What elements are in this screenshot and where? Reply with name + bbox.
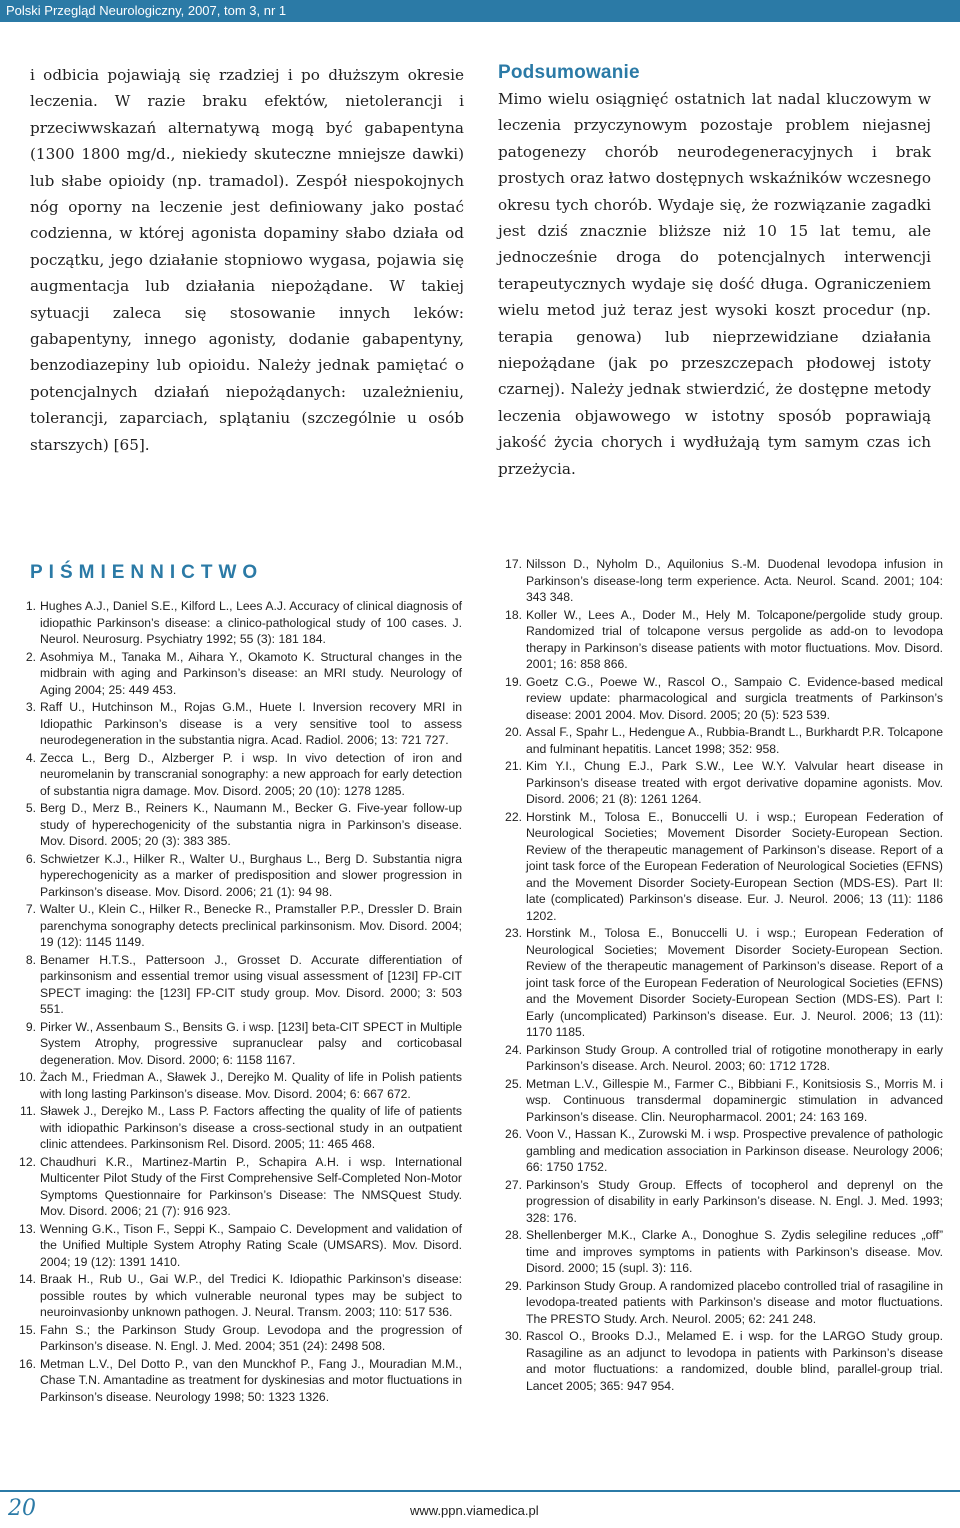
reference-item bbox=[498, 1042, 943, 1075]
reference-number: 30. bbox=[505, 1329, 522, 1343]
reference-text: Horstink M., Tolosa E., Bonuccelli U. i wsp.; European Federation of Neurological Societies; Movement Disorder Society-European Section. Review of the therapeutic management of Parkinson’s disease. Report of a joint task force of the European Federation of Neurological Societies (EFNS) and the Movement Disorder Society-European Section (MDS-ES). Part II: late (complicated) Parkinson’s disease. Eur. J. Neurol. 2006; 13 (11): 1186 1202. bbox=[526, 809, 943, 923]
reference-item bbox=[12, 1019, 462, 1069]
reference-item bbox=[12, 598, 462, 648]
page-number: 20 bbox=[8, 1496, 36, 1521]
reference-text: Żach M., Friedman A., Sławek J., Derejko M. Quality of life in Polish patients with long lasting Parkinson’s disease. Mov. Disord. 2004; 6: 667 672. bbox=[40, 1070, 462, 1101]
reference-number: 16. bbox=[19, 1356, 36, 1371]
footer-divider bbox=[0, 1490, 960, 1492]
reference-text: Benamer H.T.S., Pattersoon J., Grosset D. Accurate differentiation of parkinsonism and essential tremor using visual assessment of [123I] FP-CIT SPECT imaging: the [123I] FP-CIT study group. Mov. Disord. 2000; 3: 503 551. bbox=[40, 952, 462, 1016]
references-list-left bbox=[12, 598, 462, 1406]
reference-number: 14. bbox=[19, 1272, 36, 1286]
reference-item bbox=[498, 925, 943, 1041]
reference-text: Metman L.V., Del Dotto P., van den Munckhof P., Fang J., Mouradian M.M., Chase T.N. Amantadine as treatment for dyskinesias and motor fluctuations in Parkinson’s disease. Neurology 1998; 50: 1323 1326. bbox=[40, 1356, 462, 1404]
reference-number: 12. bbox=[19, 1154, 36, 1169]
reference-item bbox=[12, 1221, 462, 1271]
reference-item bbox=[12, 1069, 462, 1102]
summary-heading: Podsumowanie bbox=[498, 62, 640, 83]
reference-item bbox=[498, 674, 943, 724]
reference-text: Rascol O., Brooks D.J., Melamed E. i wsp. for the LARGO Study group. Rasagiline as an adjunct to levodopa in patients with Parkinson’s disease and motor fluctuations: a randomized, double blind, parallel-group trial. Lancet 2005; 365: 947 954. bbox=[526, 1329, 943, 1393]
reference-number: 4. bbox=[25, 750, 36, 765]
reference-text: Chaudhuri K.R., Martinez-Martin P., Schapira A.H. i wsp. International Multicenter Pilot Study of the First Comprehensive Self-Completed Non-Motor Symptoms Questionnaire for Parkinson’s Disease: The NMSQuest Study. Mov. Disord. 2006; 21 (7): 916 923. bbox=[40, 1154, 462, 1218]
reference-text: Pirker W., Assenbaum S., Bensits G. i wsp. [123I] beta-CIT SPECT in Multiple System Atrophy, progressive supranuclear palsy and corticobasal degeneration. Mov. Disord. 2000; 6: 1158 1167. bbox=[40, 1019, 462, 1067]
reference-item bbox=[498, 1227, 943, 1277]
reference-text: Raff U., Hutchinson M., Rojas G.M., Huete I. Inversion recovery MRI in Idiopathic Parkinson’s disease is a very sensitive tool to assess neurodegeneration in the substantia nigra. Acad. Radiol. 2006; 13: 721 727. bbox=[40, 700, 462, 747]
reference-item bbox=[12, 952, 462, 1018]
reference-item bbox=[12, 1154, 462, 1220]
reference-item bbox=[498, 607, 943, 673]
reference-text: Fahn S.; the Parkinson Study Group. Levodopa and the progression of Parkinson’s disease. N. Engl. J. Med. 2004; 351 (24): 2498 508. bbox=[40, 1322, 462, 1353]
reference-item bbox=[12, 699, 462, 749]
reference-number: 9. bbox=[25, 1019, 36, 1034]
reference-number: 8. bbox=[25, 952, 36, 967]
reference-text: Voon V., Hassan K., Zurowski M. i wsp. Prospective prevalence of pathologic gambling and medication association in Parkinson disease. Neurology 2006; 66: 1750 1752. bbox=[526, 1127, 943, 1174]
reference-text: Berg D., Merz B., Reiners K., Naumann M., Becker G. Five-year follow-up study of hyperechogenicity of the substantia nigra in Parkinson’s disease. Mov. Disord. 2005; 20 (3): 383 385. bbox=[40, 801, 462, 848]
reference-number: 26. bbox=[505, 1127, 522, 1141]
reference-text: Kim Y.I., Chung E.J., Park S.W., Lee W.Y. Valvular heart disease in Parkinson’s disease treated with ergot derivative dopamine agonists. Mov. Disord. 2006; 21 (8): 1261 1264. bbox=[526, 759, 943, 806]
reference-item bbox=[498, 1126, 943, 1176]
reference-number: 22. bbox=[505, 809, 522, 824]
reference-number: 7. bbox=[25, 902, 36, 916]
reference-text: Parkinson’s Study Group. Effects of tocopherol and deprenyl on the progression of disability in early Parkinson’s disease. N. Engl. J. Med. 1993; 328: 176. bbox=[526, 1177, 943, 1225]
reference-text: Zecca L., Berg D., Alzberger P. i wsp. In vivo detection of iron and neuromelanin by transcranial sonography: a new approach for early detection of substantia nigra damage. Mov. Disord. 2005; 20 (10): 1278 1285. bbox=[40, 750, 462, 798]
reference-item bbox=[12, 800, 462, 850]
reference-number: 21. bbox=[505, 759, 522, 773]
reference-number: 17. bbox=[505, 557, 522, 571]
journal-title: Polski Przegląd Neurologiczny, 2007, tom 3, nr 1 bbox=[6, 3, 287, 18]
reference-text: Braak H., Rub U., Gai W.P., del Tredici K. Idiopathic Parkinson’s disease: possible routes by which vulnerable neuronal types may be subject to neuroinvasionby unknown pathogen. J. Neural. Transm. 2003; 110: 517 536. bbox=[40, 1272, 462, 1319]
reference-item bbox=[12, 1271, 462, 1321]
reference-text: Parkinson Study Group. A controlled trial of rotigotine monotherapy in early Parkinson’s disease. Arch. Neurol. 2003; 60: 1712 1728. bbox=[526, 1042, 943, 1073]
reference-text: Asohmiya M., Tanaka M., Aihara Y., Okamoto K. Structural changes in the midbrain with aging and Parkinson’s disease: an MRI study. Neurology of Aging 2004; 25: 449 453. bbox=[40, 649, 462, 697]
reference-item bbox=[12, 750, 462, 800]
reference-number: 13. bbox=[19, 1221, 36, 1236]
reference-number: 6. bbox=[25, 851, 36, 866]
summary-section bbox=[498, 62, 931, 482]
reference-number: 5. bbox=[25, 801, 36, 815]
reference-number: 15. bbox=[19, 1322, 36, 1337]
reference-item bbox=[498, 758, 943, 808]
reference-item bbox=[12, 1356, 462, 1406]
reference-number: 1. bbox=[25, 599, 36, 613]
reference-text: Sławek J., Derejko M., Lass P. Factors affecting the quality of life of patients with idiopathic Parkinson’s disease a cross-sectional study in an outpatient clinic attendees. Parkinsonism Rel. Disord. 2005; 11: 465 468. bbox=[40, 1104, 462, 1151]
reference-item bbox=[498, 1177, 943, 1227]
reference-text: Metman L.V., Gillespie M., Farmer C., Bibbiani F., Konitsiosis S., Morris M. i wsp. Continuous transdermal dopaminergic stimulation in advanced Parkinson’s disease. Clin. Neuropharmacol. 2001; 24: 163 169. bbox=[526, 1076, 943, 1124]
summary-paragraph: Mimo wielu osiągnięć ostatnich lat nadal kluczowym w leczenia przyczynowym pozostaje problem niejasnej patogenezy chorób neurodegeneracyjnych i brak prostych oraz łatwo dostępnych wskaźników wczesnego okresu tych chorób. Wydaje się, że rozwiązanie zagadki jest dziś znacznie bliższe niż 10 15 lat temu, ale jednocześnie droga do potencjalnych interwencji terapeutycznych wydaje się dość długa. Ograniczeniem wielu metod już teraz jest wysoki koszt procedur (np. terapia genowa) lub nieprzewidziane działania niepożądane (jak po przeszczepach płodowej istoty czarnej). Należy jednak stwierdzić, że dostępne metody leczenia objawowego w istotny sposób poprawiają jakość życia chorych i wydłużają tym samym czas ich przeżycia. bbox=[498, 90, 931, 478]
reference-text: Koller W., Lees A., Doder M., Hely M. Tolcapone/pergolide study group. Randomized trial of tolcapone versus pergolide as add-on to levodopa therapy in Parkinson’s disease patients with motor fluctuations. Mov. Disord. 2001; 16: 858 866. bbox=[526, 607, 943, 671]
reference-item bbox=[498, 1076, 943, 1126]
reference-number: 19. bbox=[505, 674, 522, 689]
reference-text: Wenning G.K., Tison F., Seppi K., Sampaio C. Development and validation of the Unified Multiple System Atrophy Rating Scale (UMSARS). Mov. Disord. 2004; 19 (12): 1391 1410. bbox=[40, 1221, 462, 1269]
reference-number: 25. bbox=[505, 1076, 522, 1091]
reference-text: Assal F., Spahr L., Hedengue A., Rubbia-Brandt L., Burkhardt P.R. Tolcapone and fulminant hepatitis. Lancet 1998; 352: 958. bbox=[526, 725, 943, 756]
reference-number: 18. bbox=[505, 607, 522, 622]
reference-number: 10. bbox=[19, 1070, 36, 1084]
reference-item bbox=[498, 1278, 943, 1328]
reference-item bbox=[12, 901, 462, 951]
reference-number: 24. bbox=[505, 1042, 522, 1057]
reference-item bbox=[12, 1103, 462, 1153]
body-paragraph: i odbicia pojawiają się rzadziej i po dłuższym okresie leczenia. W razie braku efektów, nietolerancji i przeciwwskazań alternatywą mogą być gabapentyna (1300 1800 mg/d., niekiedy skuteczne mniejsze dawki) lub słabe opioidy (np. tramadol). Zespół niespokojnych nóg oporny na leczenie jest definiowany jako postać codzienna, w której agonista dopaminy słabo działa od początku, jego działanie stopniowo wygasa, pojawia się augmentacja lub działania niepożądane. W takiej sytuacji zaleca się stosowanie innych leków: gabapentyny, innego agonisty, dodanie gabapentyny, benzodiazepiny lub opioidu. Należy jednak pamiętać o potencjalnych działań niepożądanych: uzależnieniu, tolerancji, zaparciach, splątaniu (szczególnie u osób starszych) [65]. bbox=[30, 66, 464, 454]
reference-number: 11. bbox=[19, 1104, 36, 1118]
reference-item bbox=[12, 649, 462, 699]
reference-item bbox=[12, 1322, 462, 1355]
journal-header-bar bbox=[0, 0, 960, 22]
reference-text: Horstink M., Tolosa E., Bonuccelli U. i wsp.; European Federation of Neurological Societies; Movement Disorder Society-European Section. Review of the therapeutic management of Parkinson’s disease. Report of a joint task force of the European Federation of Neurological Societies (EFNS) and the Movement Disorder Society-European Section (MDS-ES). Part I: Early (uncomplicated) Parkinson’s disease. Eur. J. Neurol. 2006; 13 (11): 1170 1185. bbox=[526, 926, 943, 1039]
body-column-left bbox=[30, 62, 464, 458]
footer-url: www.ppn.viamedica.pl bbox=[410, 1503, 539, 1518]
reference-text: Walter U., Klein C., Hilker R., Benecke R., Pramstaller P.P., Dressler D. Brain parenchyma sonography detects preclinical parkinsonism. Mov. Disord. 2004; 19 (12): 1145 1149. bbox=[40, 902, 462, 949]
reference-number: 28. bbox=[505, 1228, 522, 1242]
reference-text: Goetz C.G., Poewe W., Rascol O., Sampaio C. Evidence-based medical review update: pharmacological and surgicla treatments of Parkinson’s disease: 2001 2004. Mov. Disord. 2005; 20 (5): 523 539. bbox=[526, 674, 943, 722]
references-heading: PIŚMIENNICTWO bbox=[30, 562, 264, 583]
references-list-right bbox=[498, 556, 943, 1395]
reference-number: 20. bbox=[505, 725, 522, 739]
reference-number: 3. bbox=[25, 700, 36, 714]
reference-text: Schwietzer K.J., Hilker R., Walter U., Burghaus L., Berg D. Substantia nigra hyperechogenicity as a marker of predisposition and slower progression in Parkinson’s disease. Mov. Disord. 2006; 21 (1): 94 98. bbox=[40, 851, 462, 899]
reference-item bbox=[498, 809, 943, 925]
reference-item bbox=[12, 851, 462, 901]
reference-text: Hughes A.J., Daniel S.E., Kilford L., Lees A.J. Accuracy of clinical diagnosis of idiopathic Parkinson’s disease: a clinico-pathological study of 100 cases. J. Neurol. Neurosurg. Psychiatry 1992; 55 (3): 181 184. bbox=[40, 599, 462, 646]
reference-number: 27. bbox=[505, 1177, 522, 1192]
reference-item bbox=[498, 556, 943, 606]
reference-number: 29. bbox=[505, 1278, 522, 1293]
reference-number: 2. bbox=[25, 649, 36, 664]
reference-item bbox=[498, 724, 943, 757]
reference-number: 23. bbox=[505, 926, 522, 940]
reference-text: Shellenberger M.K., Clarke A., Donoghue S. Zydis selegiline reduces „off” time and improves symptoms in patients with Parkinson’s disease. Mov. Disord. 2000; 15 (supl. 3): 116. bbox=[526, 1228, 943, 1275]
reference-item bbox=[498, 1328, 943, 1394]
reference-text: Nilsson D., Nyholm D., Aquilonius S.-M. Duodenal levodopa infusion in Parkinson’s disease-long term experience. Acta. Neurol. Scand. 2001; 104: 343 348. bbox=[526, 557, 943, 604]
reference-text: Parkinson Study Group. A randomized placebo controlled trial of rasagiline in levodopa-treated patients with Parkinson’s disease and motor fluctuations. The PRESTO Study. Arch. Neurol. 2005; 62: 241 248. bbox=[526, 1278, 943, 1326]
